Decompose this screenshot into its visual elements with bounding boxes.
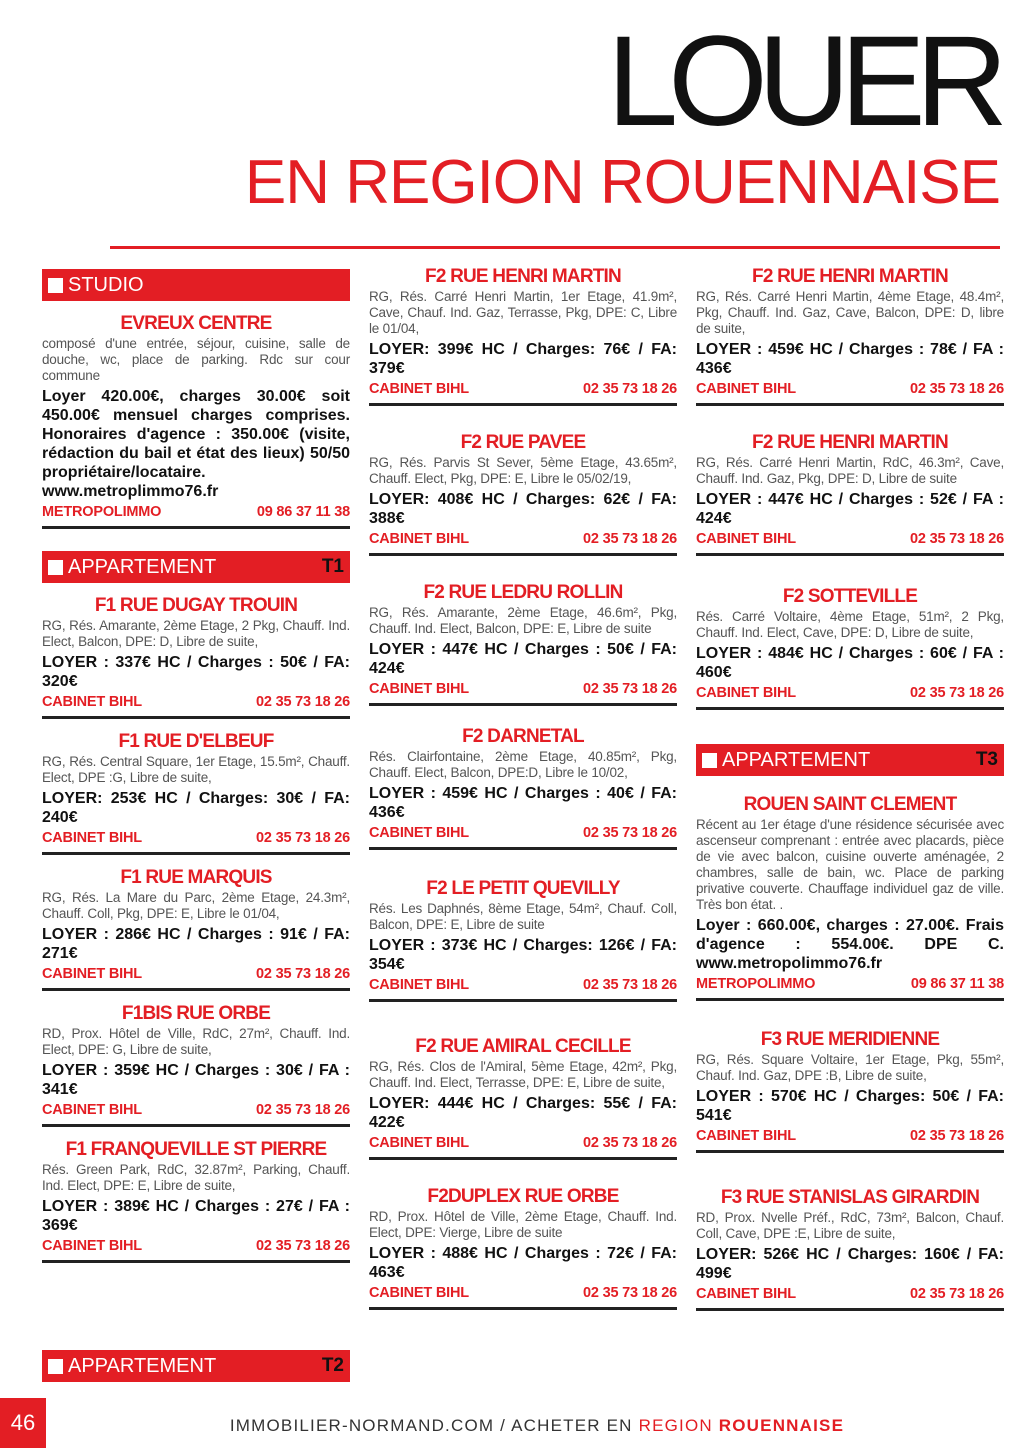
section-banner-appartement-t2	[42, 1350, 350, 1382]
listing-price: LOYER : 570€ HC / Charges: 50€ / FA: 541€	[696, 1088, 1004, 1124]
footer	[0, 1416, 1024, 1436]
agency-name: CABINET BIHL	[696, 381, 796, 397]
agency-phone[interactable]: 02 35 73 18 26	[256, 1102, 350, 1118]
listing-card	[369, 432, 677, 556]
agency-name: CABINET BIHL	[369, 1285, 469, 1301]
listing-price: LOYER: 399€ HC / Charges: 76€ / FA: 379€	[369, 341, 677, 377]
agency-phone[interactable]: 02 35 73 18 26	[583, 977, 677, 993]
listing-description: Récent au 1er étage d'une résidence sécurisée avec ascenseur comprenant : entrée avec placards, pièce de vie avec balcon, cuisine ouverte aménagée, 2 chambres, salle de bain, wc. Place de parking privative couverte. Chauffage individuel gaz de ville. Très bon état. .	[696, 817, 1004, 912]
listing-contact	[42, 503, 350, 529]
agency-phone[interactable]: 09 86 37 11 38	[256, 504, 350, 520]
listing-contact	[696, 1127, 1004, 1153]
listing-price: LOYER: 526€ HC / Charges: 160€ / FA: 499€	[696, 1246, 1004, 1282]
section-code: T1	[321, 556, 344, 577]
agency-name: CABINET BIHL	[696, 531, 796, 547]
listing-description: Rés. Carré Voltaire, 4ème Etage, 51m², 2 Pkg, Chauff. Ind. Elect, Cave, DPE: D, Libre de suite,	[696, 609, 1004, 640]
page-subtitle: EN REGION ROUENNAISE	[244, 148, 1000, 217]
listing-card	[42, 731, 350, 855]
listing-contact	[42, 1101, 350, 1127]
page-number: 46	[0, 1398, 46, 1448]
listing-title: F2 RUE PAVEE	[460, 432, 586, 453]
listing-price: LOYER : 488€ HC / Charges : 72€ / FA: 463€	[369, 1245, 677, 1281]
listing-card	[369, 878, 677, 1002]
listing-description: Rés. Les Daphnés, 8ème Etage, 54m², Chauf. Coll, Balcon, DPE: E, Libre de suite	[369, 901, 677, 932]
listing-contact	[696, 975, 1004, 1001]
listing-description: RG, Rés. Amarante, 2ème Etage, 2 Pkg, Chauff. Ind. Elect, Balcon, DPE: D, Libre de suite,	[42, 618, 350, 649]
listing-description: Rés. Clairfontaine, 2ème Etage, 40.85m², Pkg, Chauff. Elect, Balcon, DPE:D, Libre le 10/02,	[369, 749, 677, 780]
listing-card	[696, 1187, 1004, 1311]
listing-title: F1 RUE D'ELBEUF	[118, 731, 274, 752]
listing-price: LOYER : 459€ HC / Charges : 40€ / FA: 436€	[369, 785, 677, 821]
listing-contact	[42, 965, 350, 991]
section-banner-studio	[42, 269, 350, 301]
square-bullet-icon	[48, 560, 63, 575]
listing-price: LOYER: 408€ HC / Charges: 62€ / FA: 388€	[369, 491, 677, 527]
listing-title: F3 RUE MERIDIENNE	[760, 1029, 940, 1050]
listing-title: F2 RUE HENRI MARTIN	[752, 432, 948, 453]
listing-card	[696, 432, 1004, 556]
agency-name: CABINET BIHL	[369, 977, 469, 993]
agency-phone[interactable]: 02 35 73 18 26	[583, 381, 677, 397]
listing-title: F2 SOTTEVILLE	[782, 586, 918, 607]
listing-title: F1 FRANQUEVILLE ST PIERRE	[65, 1139, 327, 1160]
listing-description: RD, Prox. Hôtel de Ville, RdC, 27m², Chauff. Ind. Elect, DPE: G, Libre de suite,	[42, 1026, 350, 1057]
agency-phone[interactable]: 02 35 73 18 26	[910, 381, 1004, 397]
listing-description: RG, Rés. Square Voltaire, 1er Etage, Pkg, 55m², Chauf. Ind. Gaz, DPE :B, Libre de suite,	[696, 1052, 1004, 1083]
agency-phone[interactable]: 02 35 73 18 26	[910, 531, 1004, 547]
listing-card	[369, 726, 677, 850]
listing-contact	[369, 1134, 677, 1160]
listing-description: composé d'une entrée, séjour, cuisine, salle de douche, wc, place de parking. Rdc sur cour commune	[42, 336, 350, 383]
listing-description: RG, Rés. La Mare du Parc, 2ème Etage, 24.3m², Chauff. Coll, Pkg, DPE: E, Libre le 01/04,	[42, 890, 350, 921]
section-type: APPARTEMENT	[68, 1354, 217, 1377]
listing-price: LOYER : 373€ HC / Charges: 126€ / FA: 354€	[369, 937, 677, 973]
listing-contact	[369, 1284, 677, 1310]
agency-name: CABINET BIHL	[42, 966, 142, 982]
footer-region-word: REGION	[638, 1416, 719, 1435]
square-bullet-icon	[48, 1359, 63, 1374]
listing-description: RG, Rés. Parvis St Sever, 5ème Etage, 43.65m², Chauff. Elect, Pkg, DPE: E, Libre le 05/02/19,	[369, 455, 677, 486]
listing-card	[696, 1029, 1004, 1153]
agency-name: CABINET BIHL	[42, 1102, 142, 1118]
listing-contact	[369, 530, 677, 556]
column-left	[42, 269, 350, 1275]
section-type: STUDIO	[68, 273, 144, 296]
listing-price: LOYER : 484€ HC / Charges : 60€ / FA : 460€	[696, 645, 1004, 681]
agency-phone[interactable]: 02 35 73 18 26	[256, 1238, 350, 1254]
listing-contact	[696, 684, 1004, 710]
listing-title: F2 RUE HENRI MARTIN	[752, 266, 948, 287]
listing-price: LOYER: 444€ HC / Charges: 55€ / FA: 422€	[369, 1095, 677, 1131]
listing-title: F2 RUE AMIRAL CECILLE	[415, 1036, 631, 1057]
section-code: T2	[321, 1355, 344, 1376]
listing-price: LOYER : 389€ HC / Charges : 27€ / FA : 369€	[42, 1198, 350, 1234]
listing-card	[42, 1003, 350, 1127]
listing-contact	[369, 824, 677, 850]
listing-card	[42, 595, 350, 719]
agency-name: CABINET BIHL	[369, 1135, 469, 1151]
column-middle	[369, 266, 677, 1322]
listing-title: F1 RUE DUGAY TROUIN	[94, 595, 298, 616]
listing-title: F2 DARNETAL	[462, 726, 584, 747]
agency-name: CABINET BIHL	[42, 1238, 142, 1254]
agency-phone[interactable]: 02 35 73 18 26	[256, 694, 350, 710]
square-bullet-icon	[48, 278, 63, 293]
agency-phone[interactable]: 02 35 73 18 26	[583, 681, 677, 697]
agency-phone[interactable]: 02 35 73 18 26	[583, 1285, 677, 1301]
listing-price: LOYER : 447€ HC / Charges : 52€ / FA : 424€	[696, 491, 1004, 527]
listing-contact	[42, 1237, 350, 1263]
listing-contact	[696, 380, 1004, 406]
page-title: LOUER	[607, 10, 998, 153]
listing-price: LOYER : 459€ HC / Charges : 78€ / FA : 436€	[696, 341, 1004, 377]
agency-name: CABINET BIHL	[369, 681, 469, 697]
listing-contact	[696, 1285, 1004, 1311]
listing-price: LOYER : 359€ HC / Charges : 30€ / FA : 341€	[42, 1062, 350, 1098]
listing-price: LOYER : 337€ HC / Charges : 50€ / FA: 320€	[42, 654, 350, 690]
agency-phone[interactable]: 02 35 73 18 26	[910, 1128, 1004, 1144]
agency-phone[interactable]: 02 35 73 18 26	[256, 830, 350, 846]
agency-name: CABINET BIHL	[369, 381, 469, 397]
square-bullet-icon	[702, 753, 717, 768]
agency-phone[interactable]: 02 35 73 18 26	[910, 685, 1004, 701]
agency-name: CABINET BIHL	[42, 694, 142, 710]
listing-price: LOYER: 253€ HC / Charges: 30€ / FA: 240€	[42, 790, 350, 826]
listing-card	[696, 586, 1004, 710]
listing-title: EVREUX CENTRE	[120, 313, 272, 334]
listing-description: RG, Rés. Amarante, 2ème Etage, 46.6m², Pkg, Chauff. Ind. Elect, Balcon, DPE: E, Libre de suite	[369, 605, 677, 636]
agency-phone[interactable]: 09 86 37 11 38	[910, 976, 1004, 992]
column-left-bottom	[42, 1350, 350, 1394]
listing-card	[369, 1036, 677, 1160]
agency-phone[interactable]: 02 35 73 18 26	[583, 825, 677, 841]
listing-contact	[369, 976, 677, 1002]
listing-title: F2DUPLEX RUE ORBE	[427, 1186, 619, 1207]
agency-name: CABINET BIHL	[696, 1286, 796, 1302]
listing-title: F2 RUE LEDRU ROLLIN	[423, 582, 623, 603]
listing-title: F1 RUE MARQUIS	[120, 867, 272, 888]
listing-card	[42, 313, 350, 529]
listing-title: ROUEN SAINT CLEMENT	[743, 794, 957, 815]
section-code: T3	[975, 749, 998, 770]
section-banner-appartement-t1	[42, 551, 350, 583]
listing-card	[42, 1139, 350, 1263]
column-right	[696, 266, 1004, 1323]
section-type: APPARTEMENT	[68, 555, 217, 578]
listing-title: F3 RUE STANISLAS GIRARDIN	[720, 1187, 980, 1208]
section-type: APPARTEMENT	[722, 748, 871, 771]
listing-card	[369, 266, 677, 406]
agency-phone[interactable]: 02 35 73 18 26	[583, 1135, 677, 1151]
listing-description: RD, Prox. Nvelle Préf., RdC, 73m², Balcon, Chauf. Coll, Cave, DPE :E, Libre de suite,	[696, 1210, 1004, 1241]
listing-card	[42, 867, 350, 991]
listing-contact	[369, 680, 677, 706]
listing-description: RD, Prox. Hôtel de Ville, 2ème Etage, Chauff. Ind. Elect, DPE: Vierge, Libre de suite	[369, 1209, 677, 1240]
listing-description: RG, Rés. Carré Henri Martin, RdC, 46.3m², Cave, Chauff. Ind. Gaz, Pkg, DPE: D, Libre de suite	[696, 455, 1004, 486]
agency-name: CABINET BIHL	[42, 830, 142, 846]
listing-price: Loyer 420.00€, charges 30.00€ soit 450.00€ mensuel charges comprises. Honoraires d'agence : 350.00€ (visite, rédaction du bail et état des lieux) 50/50 propriétaire/locataire. www.metroplimmo76.fr	[42, 388, 350, 500]
footer-site-link[interactable]: IMMOBILIER-NORMAND.COM	[229, 1416, 495, 1435]
agency-name: CABINET BIHL	[369, 825, 469, 841]
listing-contact	[696, 530, 1004, 556]
listing-description: RG, Rés. Clos de l'Amiral, 5ème Etage, 42m², Pkg, Chauff. Ind. Elect, Terrasse, DPE: E, Libre de suite,	[369, 1059, 677, 1090]
listing-description: RG, Rés. Carré Henri Martin, 1er Etage, 41.9m², Cave, Chauf. Ind. Gaz, Terrasse, Pkg, DPE: C, Libre le 01/04,	[369, 289, 677, 336]
listing-card	[369, 1186, 677, 1310]
agency-name: CABINET BIHL	[369, 531, 469, 547]
listing-contact	[42, 693, 350, 719]
listing-contact	[42, 829, 350, 855]
listing-card	[696, 266, 1004, 406]
listing-title: F1BIS RUE ORBE	[121, 1003, 271, 1024]
listing-card	[696, 794, 1004, 1001]
listing-card	[369, 582, 677, 706]
agency-name: METROPOLIMMO	[696, 976, 816, 992]
footer-separator: /	[494, 1416, 512, 1435]
listing-description: RG, Rés. Central Square, 1er Etage, 15.5m², Chauff. Elect, DPE :G, Libre de suite,	[42, 754, 350, 785]
listing-description: RG, Rés. Carré Henri Martin, 4ème Etage, 48.4m², Pkg, Chauff. Ind. Gaz, Cave, Balcon, DPE: D, libre de suite,	[696, 289, 1004, 336]
listing-title: F2 LE PETIT QUEVILLY	[426, 878, 620, 899]
listing-price: Loyer : 660.00€, charges : 27.00€. Frais d'agence : 554.00€. DPE C. www.metropolimmo76.fr	[696, 917, 1004, 972]
listing-price: LOYER : 447€ HC / Charges : 50€ / FA: 424€	[369, 641, 677, 677]
listing-contact	[369, 380, 677, 406]
header-divider	[110, 246, 1000, 249]
section-banner-appartement-t3	[696, 744, 1004, 776]
listing-price: LOYER : 286€ HC / Charges : 91€ / FA: 271€	[42, 926, 350, 962]
listing-description: Rés. Green Park, RdC, 32.87m², Parking, Chauff. Ind. Elect, DPE: E, Libre de suite,	[42, 1162, 350, 1193]
footer-section: ACHETER EN	[511, 1416, 639, 1435]
listing-title: F2 RUE HENRI MARTIN	[425, 266, 621, 287]
agency-phone[interactable]: 02 35 73 18 26	[256, 966, 350, 982]
agency-phone[interactable]: 02 35 73 18 26	[583, 531, 677, 547]
agency-name: METROPOLIMMO	[42, 504, 162, 520]
footer-region-name: ROUENNAISE	[718, 1416, 845, 1435]
agency-name: CABINET BIHL	[696, 1128, 796, 1144]
agency-phone[interactable]: 02 35 73 18 26	[910, 1286, 1004, 1302]
agency-name: CABINET BIHL	[696, 685, 796, 701]
